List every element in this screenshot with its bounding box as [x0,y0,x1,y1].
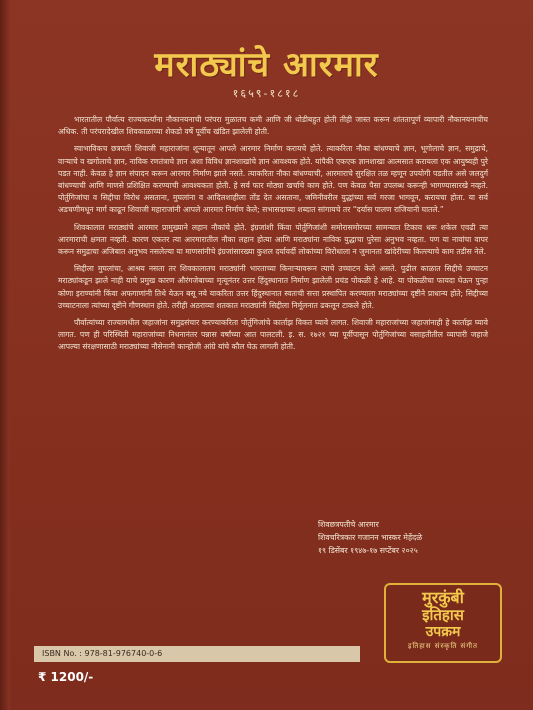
signature-book-title: शिवछत्रपतीचे आरमार [318,520,379,529]
signature-dates: १९ डिसेंबर १९४७-१७ सप्टेंबर २०२५ [318,546,418,555]
badge-line-3: उपक्रम [425,624,461,640]
badge-line-1: मुरकुंबी [422,588,464,607]
cover-years: १६५९-१८१८ [232,87,301,100]
badge-line-2: इतिहास [422,606,464,624]
spine-edge [0,0,10,710]
blurb-paragraph: स्वाभाविकच छत्रपती शिवाजी महाराजांना शून्यातून आपले आरमार निर्माण करायचे होते. त्याकरिता नौका बांधण्याचे ज्ञान, भूगोलाचे ज्ञान, समुद्राचे, वाऱ्याचे व खगोलाचे ज्ञान, नाविक रणतंत्राचे ज्ञान अशा विविध ज्ञानशाखांचे ज्ञान आवश्यक होते. यांपैकी एकएक ज्ञानशाखा आत्मसात करायला एक आयुष्यही पुरे पडत नाही. केवळ हे ज्ञान संपादन करून आरमार निर्माण झाले नसते. त्याकरिता नौका बांधण्याची, आरमाराचे सुरक्षित तळ म्हणून उपयोगी पडतील असे जलदुर्ग बांधण्याची आणि माणसे प्रशिक्षित करण्याची आवश्यकता होती. हे सर्व फार मोठ्या खर्चाचे काम होते. पण केवळ पैसा उपलब्ध करून्ही भागण्यासारखे नव्हते. पोर्तुगिजांचा व सिद्दीचा विरोध असताना, मुघलांना व आदिलशाहीला तोंड देत असताना, जमिनीवरील युद्धांच्या सर्व गरजा भागवून, करायचा होता. या सर्व अडचणीमधून मार्ग काढून शिवाजी महाराजांनी आपले आरमार निर्माण केले; सभासदाच्या शब्दात सांगायचे तर “दर्यास पालण राजियानी घातले.” [58,144,488,215]
badge-tagline: इतिहास संस्कृति संगीत [407,642,479,650]
blurb-text [58,114,488,359]
blurb-paragraph: भारतातील पौर्वात्य राज्यकर्त्यांना नौकानयनाची परंपरा मुळातच कमी आणि जी थोडीबहुत होती तीही जास्त करून शांततापूर्ण व्यापारी नौकानयनाचीच अधिक. ती परंपरादेखील शिवकाळाच्या शेकडो वर्षे पूर्वीच खंडित झालेली होती. [58,115,488,137]
cover-title: मराठ्यांचे आरमार [154,45,379,85]
blurb-paragraph: शिवकालात मराठ्यांचे आरमार प्रामुख्याने लहान नौकांचे होते. इंग्रजांशी किंवा पोर्तुगिजांशी समोरासमोरच्या सामन्यात टिकाव धरू शकेल एवढी त्या आरमाराची क्षमता नव्हती. कारण एकतर त्या आरमारातील नौका लहान होत्या आणि मराठ्यांना नाविक युद्धाचा पुरेसा अनुभव नव्हता. पण या नावांचा वापर करून समुद्राचा अजिबात अनुभव नसलेल्या या माणसांनीचे इंग्रजांसारख्या कुशल दर्यावर्दी लोकांच्या विरोधाला न जुमानता खांदेरीच्या किल्ल्याचे काम तडीस नेले. [58,222,488,257]
blurb-paragraph: सिद्दीला मुघलांचा, आश्रय नसता तर शिवकालातच मराठ्यांनी भारताच्या किनाऱ्यावरून त्याचे उच्चाटन केले असते. पुढील काळात सिद्दीचे उच्चाटन मराठ्यांकडून झाले नाही याचे प्रमुख कारण औरंगजेबाच्या मृत्यूनंतर उत्तर हिंदुस्थानात निर्माण झालेली प्रचंड पोकळी हे आहे. या पोकळीचा फायदा घेऊन पुन्हा कोणा इराण्यांनी किंवा अफगाणांनी तिथे येऊन बसू नये याकरिता उत्तर हिंदुस्थानात स्वतःची सत्ता प्रस्थापित करण्याला मराठ्यांच्या दृष्टीने प्राधान्य होते; सिद्दीच्या उच्चाटनाला त्यांच्या दृष्टीने गौणस्थान होते. तरीही अठराव्या शतकात मराठ्यांनी सिद्दीला निर्मूलनात ढकलून टाकले होते. [58,264,488,310]
price-label: ₹ 1200/- [38,670,94,684]
isbn-label: ISBN No. : 978-81-976740-0-6 [34,646,360,662]
author-signature [318,518,518,557]
signature-author-name: शिवचरित्रकार गजानन भास्कर मेहेंदळे [318,533,423,542]
blurb-paragraph: पौर्वात्यांच्या राज्यामधील जहाजांना समुद्रसंचार करण्याकरिता पोर्तुगिजांचे कार्ताझ विकत घ्यावे लागत. शिवाजी महाराजांच्या जहाजांनाही हे कार्ताझ घ्यावे लागत. पण ही परिस्थिती महाराजांच्या निधनानंतर पन्नास वर्षांच्या आत पालटली. इ. स. १७२१ च्या पूर्वीपासून पोर्तुगिजांच्या वसाहतीतील व्यापारी जहाजे आपल्या संरक्षणासाठी मराठ्यांच्या नौसेनानी कान्होजी आंग्रे यांचे कौल घेऊ लागली होती. [58,318,488,352]
publisher-badge [384,583,502,663]
